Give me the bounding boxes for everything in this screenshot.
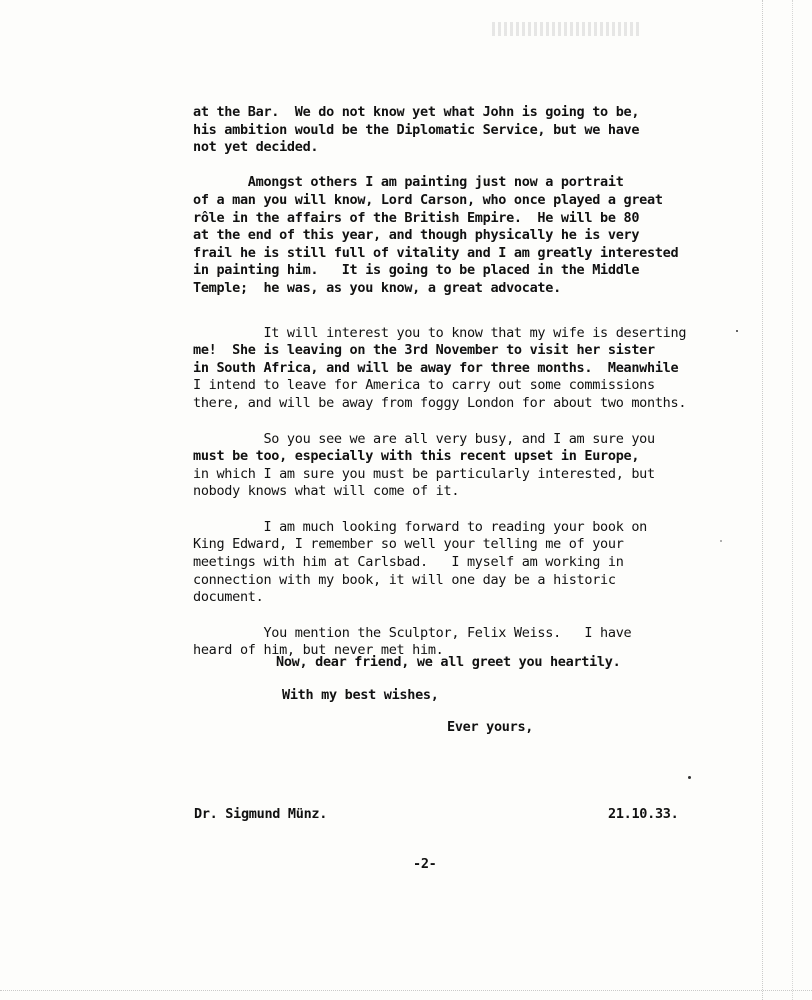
paragraph — [193, 519, 738, 607]
text-line: Temple; he was, as you know, a great advocate. — [193, 279, 561, 296]
paragraph — [193, 325, 738, 413]
letter-date: 21.10.33. — [608, 806, 679, 822]
page-number: -2- — [413, 856, 437, 872]
ink-speck — [688, 776, 691, 779]
text-line: It will interest you to know that my wife is deserting — [193, 324, 687, 341]
text-line: meetings with him at Carlsbad. I myself am working in — [193, 554, 624, 571]
page-edge-mark — [762, 0, 764, 1000]
text-line: his ambition would be the Diplomatic Service, but we have — [193, 121, 640, 138]
text-line: in which I am sure you must be particularly interested, but — [193, 465, 655, 482]
text-line: King Edward, I remember so well your telling me of your — [193, 536, 624, 553]
text-line: I am much looking forward to reading your book on — [193, 518, 648, 535]
ink-speck — [736, 330, 738, 332]
text-line: at the end of this year, and though physically he is very — [193, 227, 640, 244]
recipient-name: Dr. Sigmund Münz. — [194, 806, 328, 822]
text-line: document. — [193, 589, 264, 606]
paragraph — [193, 174, 738, 297]
page-edge-mark — [792, 0, 794, 1000]
paragraph — [193, 104, 738, 157]
text-line: me! She is leaving on the 3rd November to visit her sister — [193, 342, 655, 359]
text-line: connection with my book, it will one day be a historic — [193, 571, 616, 588]
closing-signoff: Ever yours, — [447, 719, 534, 735]
text-line: Amongst others I am painting just now a portrait — [193, 174, 624, 191]
faded-stamp — [492, 22, 642, 36]
text-line: in painting him. It is going to be placed in the Middle — [193, 262, 640, 279]
text-line: frail he is still full of vitality and I am greatly interested — [193, 244, 679, 261]
text-line: of a man you will know, Lord Carson, who once played a great — [193, 191, 663, 208]
page-edge-mark — [0, 990, 812, 992]
closing-greeting: Now, dear friend, we all greet you heartily. — [276, 654, 621, 670]
text-line: heard of him, but never met him. — [193, 642, 444, 659]
text-line: You mention the Sculptor, Felix Weiss. I have — [193, 624, 632, 641]
text-line: there, and will be away from foggy London for about two months. — [193, 394, 687, 411]
text-line: at the Bar. We do not know yet what John is going to be, — [193, 104, 640, 120]
text-line: I intend to leave for America to carry out some commissions — [193, 377, 655, 394]
text-line: in South Africa, and will be away for three months. Meanwhile — [193, 359, 679, 376]
paragraph — [193, 431, 738, 501]
text-line: So you see we are all very busy, and I am sure you — [193, 430, 655, 447]
text-line: rôle in the affairs of the British Empire. He will be 80 — [193, 209, 640, 226]
text-line: not yet decided. — [193, 139, 319, 156]
letter-body — [193, 104, 738, 660]
text-line: must be too, especially with this recent upset in Europe, — [193, 448, 640, 465]
text-line: nobody knows what will come of it. — [193, 483, 460, 500]
ink-speck — [720, 540, 722, 542]
closing-wishes: With my best wishes, — [282, 687, 439, 703]
